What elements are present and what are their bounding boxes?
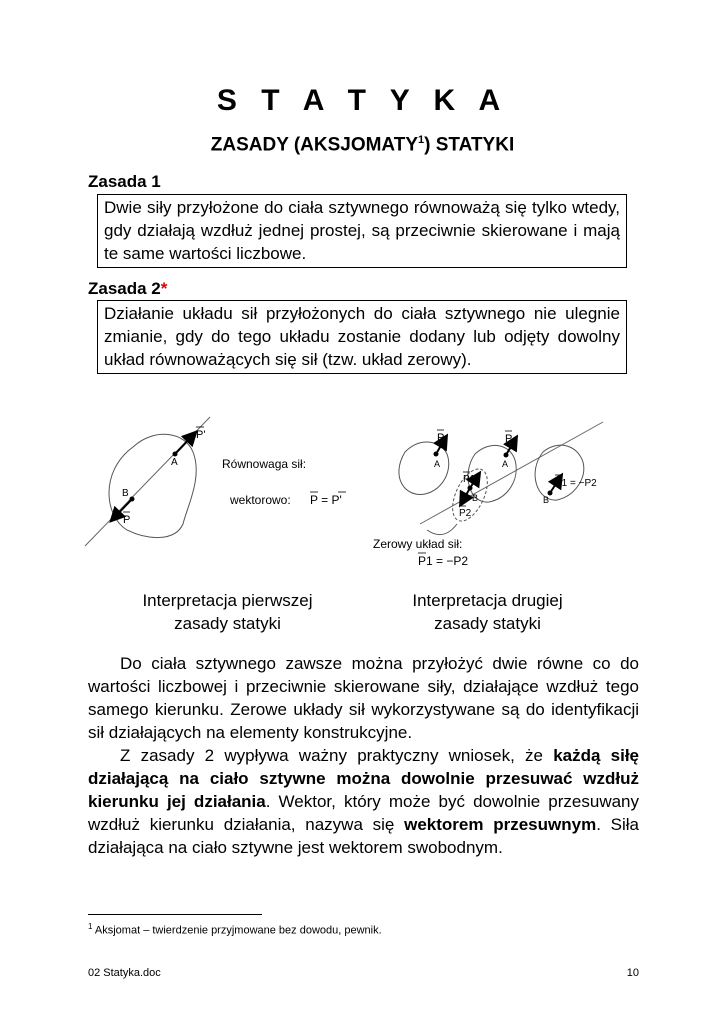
label-p: P [123,514,131,526]
label-a: A [171,457,178,468]
p2-part-e: . Siła działająca na ciało sztywne jest wektorem swobodnym. [88,815,639,857]
force-arrow-p2 [461,488,470,504]
statics-diagram [75,412,635,582]
section-subtitle [0,134,725,156]
equation-1: P = P' [310,493,342,507]
p2-part-a: Z zasady 2 wypływa ważny praktyczny wniosek, że [120,746,554,765]
footnote-number: 1 [88,922,93,931]
label-vector: wektorowo: [230,493,291,507]
footer-filename: 02 Statyka.doc [88,967,161,979]
figure2-caption [380,589,595,635]
label-a-fig2b: A [502,459,509,469]
figure2-caption-line2: zasady statyki [434,614,541,633]
footnote-text: Aksjomat – twierdzenie przyjmowane bez dowodu, pewnik. [92,924,382,937]
body-3 [535,445,584,500]
rule1-text: Dwie siły przyłożone do ciała sztywnego równoważą się tylko wtedy, gdy działają wzdłuż jednej prostej, są przeciwnie skierowane i mają te same wartości liczbowe. [104,198,620,263]
label-a-fig2a: A [434,459,441,469]
page-title: S T A T Y K A [216,84,509,117]
rule2-star: * [160,279,168,298]
label-p-fig2a: P [437,432,445,444]
rule2-heading-label: Zasada 2 [88,279,161,298]
body-1 [399,442,449,494]
equation-2: P1 = −P2 [418,554,469,568]
footnote-separator [88,914,262,915]
connector-curve [427,524,457,535]
p2-bold-statement: każdą siłę działającą na ciało sztywne można dowolnie przesuwać wzdłuż kierunku jej działania [88,746,640,811]
paragraph-2 [88,744,639,859]
label-equilibrium: Równowaga sił: [222,457,307,471]
figure1-caption-line2: zasady statyki [174,614,281,633]
subtitle-main: ZASADY (AKSJOMATY [210,134,419,156]
figure1-caption-line1: Interpretacja pierwszej [142,591,313,610]
rule2-text: Działanie układu sił przyłożonych do ciała sztywnego nie ulegnie zmianie, gdy do tego układu zostanie dodany lub odjęty dowolny układ równoważących się sił (tzw. układ zerowy). [104,304,620,369]
label-b: B [122,488,129,499]
label-zero-system: Zerowy układ sił: [373,537,463,551]
figure2-caption-line1: Interpretacja drugiej [412,591,563,610]
subtitle-tail: ) STATYKI [424,134,515,156]
label-equation-fig2c: P1 = −P2 [555,478,597,489]
p2-part-c: . Wektor, który może być dowolnie przesuwany wzdłuż kierunku działania, nazywa się [88,792,639,834]
footnote [88,922,382,937]
figure1-graphic [85,417,346,546]
label-p2: P2 [459,508,472,519]
rule1-box [97,194,627,268]
body-text [88,652,639,859]
rule2-heading [88,279,167,299]
figure1-caption [110,589,345,635]
paragraph-1: Do ciała sztywnego zawsze można przyłożyć dwie równe co do wartości liczbowej i przeciwnie skierowane siły, działające wzdłuż tego samego kierunku. Zerowe układy sił wykorzystywane są do identyfikacji sił działających na elementy konstrukcyjne. [88,654,639,742]
footnote-ref: 1 [418,134,425,146]
label-b-fig2c: B [543,495,550,505]
label-p-fig2b: P [505,433,513,445]
footer-page-number: 10 [626,967,639,979]
figure2-graphic [373,422,603,568]
label-b-fig2: B [472,493,479,503]
rule2-box [97,300,627,374]
p2-bold-term: wektorem przesuwnym [404,815,597,834]
label-p-prime: P' [196,429,206,441]
label-p1: P1 [463,474,476,485]
rule1-heading: Zasada 1 [88,172,161,191]
